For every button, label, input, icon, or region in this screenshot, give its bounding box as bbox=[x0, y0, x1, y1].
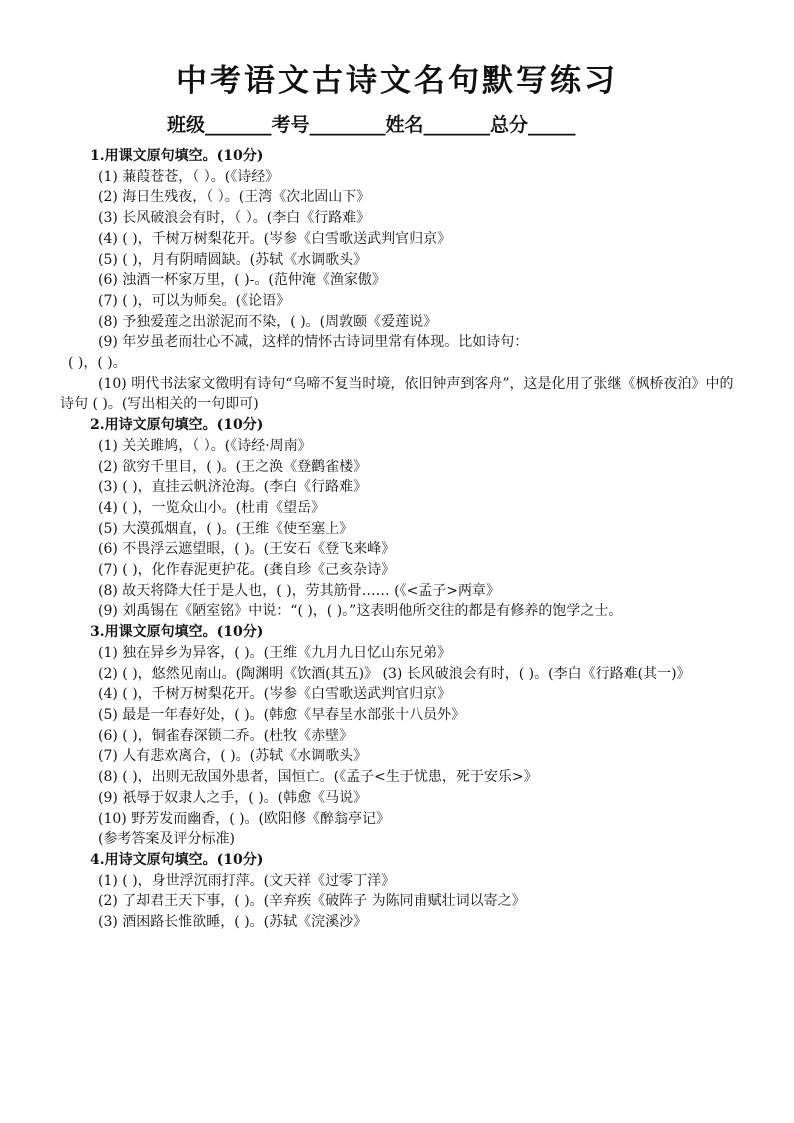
question-line: (8) 故天将降大任于是人也，( )，劳其筋骨…… (《<孟子>两章》 bbox=[98, 582, 501, 599]
question-line: (1) 蒹葭苍苍，（ ）。(《诗经》 bbox=[98, 168, 280, 185]
question-line: (1) ( )，身世浮沉雨打萍。(文天祥《过零丁洋》 bbox=[98, 872, 396, 889]
question-line: (2) 了却君王天下事，( )。(辛弃疾《破阵子 为陈同甫赋壮词以寄之》 bbox=[98, 893, 526, 910]
student-info-line: 班级_______考号________姓名_______总分_____ bbox=[167, 114, 576, 136]
question-line: (7) ( )，化作春泥更护花。(龚自珍《己亥杂诗》 bbox=[98, 562, 396, 579]
question-line: ( )，( )。 bbox=[68, 355, 127, 372]
page-title: 中考语文古诗文名句默写练习 bbox=[176, 63, 618, 99]
question-line: (4) ( )，千树万树梨花开。(岑参《白雪歌送武判官归京》 bbox=[98, 230, 452, 247]
question-line: (6) 浊酒一杯家万里，( )-。(范仲淹《渔家傲》 bbox=[98, 272, 386, 289]
question-line: (10) 明代书法家文徵明有诗句“乌啼不复当时境，依旧钟声到客舟”，这是化用了张继《枫桥夜泊》中的诗句 ( )。(写出相关的一句即可) bbox=[60, 375, 734, 413]
question-line: (5) ( )，月有阴晴圆缺。(苏轼《水调歌头》 bbox=[98, 251, 368, 268]
section-heading: 2.用诗文原句填空。(10分) bbox=[90, 417, 264, 434]
question-line: (1) 关关雎鸠，（ ）。(《诗经·周南》 bbox=[98, 437, 312, 454]
question-line: (7) 人有悲欢离合，( )。(苏轼《水调歌头》 bbox=[98, 748, 368, 765]
question-line: (3) ( )，直挂云帆济沧海。(李白《行路难》 bbox=[98, 479, 368, 496]
section-heading: 3.用课文原句填空。(10分) bbox=[90, 624, 264, 641]
question-line: (5) 大漠孤烟直，( )。(王维《使至塞上》 bbox=[98, 520, 354, 537]
question-line: (4) ( )，千树万树梨花开。(岑参《白雪歌送武判官归京》 bbox=[98, 686, 452, 703]
question-line: (6) ( )，铜雀春深锁二乔。(杜牧《赤壁》 bbox=[98, 727, 354, 744]
question-line: (1) 独在异乡为异客，( )。(王维《九月九日忆山东兄弟》 bbox=[98, 644, 452, 661]
question-line: (2) 欲穷千里目，( )。(王之涣《登鹳雀楼》 bbox=[98, 458, 368, 475]
question-line: (5) 最是一年春好处，( )。(韩愈《早春呈水部张十八员外》 bbox=[98, 706, 466, 723]
question-line: (2) 海日生残夜，（ ）。(王湾《次北固山下》 bbox=[98, 189, 371, 206]
section-heading: 1.用课文原句填空。(10分) bbox=[90, 148, 264, 164]
question-line: (9) 祇辱于奴隶人之手，( )。(韩愈《马说》 bbox=[98, 789, 368, 806]
section-heading: 4.用诗文原句填空。(10分) bbox=[90, 851, 264, 868]
question-line: (9) 刘禹锡在《陋室铭》中说：“( )，( )。”这表明他所交往的都是有修养的饱学之士。 bbox=[98, 603, 623, 620]
question-line: (3) 长风破浪会有时，（ ）。(李白《行路难》 bbox=[98, 210, 371, 227]
question-line: (7) ( )，可以为师矣。(《论语》 bbox=[98, 292, 291, 309]
question-line: (6) 不畏浮云遮望眼，( )。(王安石《登飞来峰》 bbox=[98, 541, 396, 558]
question-line: (8) 予独爱莲之出淤泥而不染，( )。(周敦颐《爱莲说》 bbox=[98, 313, 438, 330]
question-line: (9) 年岁虽老而壮心不减，这样的情怀古诗词里常有体现。比如诗句： bbox=[98, 334, 529, 351]
question-line: (3) 酒困路长惟欲睡，( )。(苏轼《浣溪沙》 bbox=[98, 914, 368, 931]
question-line: (10) 野芳发而幽香，( )。(欧阳修《醉翁亭记》 bbox=[98, 810, 391, 827]
question-line: (4) ( )，一览众山小。(杜甫《望岳》 bbox=[98, 499, 326, 516]
answer-key-note: (参考答案及评分标准) bbox=[98, 831, 235, 848]
exercise-content bbox=[60, 146, 736, 933]
question-line: (2) ( )，悠然见南山。(陶渊明《饮酒(其五)》 (3) 长风破浪会有时，( )。(李白《行路难(其一)》 bbox=[98, 665, 691, 682]
question-line: (8) ( )，出则无敌国外患者，国恒亡。(《孟子<生于忧患，死于安乐>》 bbox=[98, 769, 538, 786]
